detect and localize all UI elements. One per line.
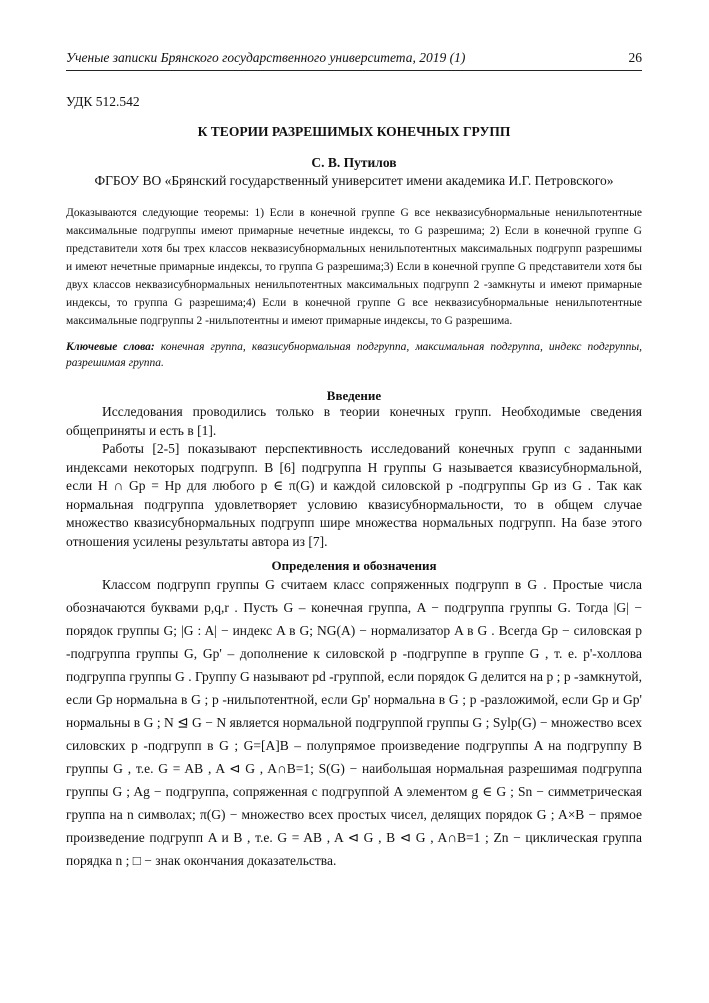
affiliation: ФГБОУ ВО «Брянский государственный университет имени академика И.Г. Петровского» [94,173,614,188]
intro-paragraph-1: Исследования проводились только в теории конечных групп. Необходимые сведения общеприняты и есть в [1]. [66,404,642,438]
intro-text [66,403,642,551]
paper-title: К ТЕОРИИ РАЗРЕШИМЫХ КОНЕЧНЫХ ГРУПП [197,124,511,139]
keywords-label: Ключевые слова: [66,341,155,353]
udk-code: УДК 512.542 [66,94,140,109]
running-header [66,50,642,66]
author-name: С. В. Путилов [311,155,397,170]
journal-title: Ученые записки Брянского государственного университета, 2019 (1) [66,50,466,65]
intro-heading: Введение [326,388,382,403]
abstract: Доказываются следующие теоремы: 1) Если в конечной группе G все неквазисубнормальные ненильпотентные максимальные подгруппы имеют примарные нечетные индексы, то G разрешима; 2) Если в конечной группе G представители хотя бы трех классов неквазисубнормальных ненильпотентных максимальных подгрупп разрешимы и имеют нечетные примарные индексы, то группа G разрешима;3) Если в конечной группе G представители хотя бы двух классов неквазисубнормальных ненильпотентных максимальных подгрупп 2 -замкнуты и имеют примарные индексы, то группа G разрешима;4) Если в конечной группе G все неквазисубнормальные ненильпотентные максимальные подгруппы 2 -нильпотентны и имеют примарные индексы, то G разрешима. [66,207,642,327]
defs-heading: Определения и обозначения [271,558,437,573]
keywords [66,339,642,371]
header-rule [66,70,642,71]
keywords-text: конечная группа, квазисубнормальная подгруппа, максимальная подгруппа, индекс подгруппы, разрешимая группа. [66,341,643,369]
page-number: 26 [628,50,642,65]
defs-paragraph-1: Классом подгрупп группы G считаем класс сопряженных подгрупп в G . Простые числа обозначаются буквами p,q,r . Пусть G – конечная группа, A − подгруппа группы G. Тогда |G| − порядок группы G; |G : A| − индекс A в G; NG(A) − нормализатор A в G . Всегда Gp − силовская p -подгруппа группы G, Gp' – дополнение к силовской p -подгруппе в группе G , т. е. p'-холлова подгруппа группы G . Группу G называют pd -группой, если порядок G делится на p ; p -замкнутой, если Gp нормальна в G ; p -нильпотентной, если Gp' нормальна в G ; p -разложимой, если Gp и Gp' нормальны в G ; N ⊴ G − N является нормальной подгруппой группы G ; Sylp(G) − множество всех силовских p -подгрупп в G ; G=[A]B – полупрямое произведение подгруппы A на подгруппу B группы G , т.е. G = AB , A ⊲ G , A∩B=1; S(G) − наибольшая нормальная разрешимая подгруппа группы G ; Ag − подгруппа, сопряженная с подгруппой A элементом g ∈ G ; Sn − симметрическая группа на n символах; π(G) − множество всех простых чисел, делящих порядок G ; A×B − прямое произведение подгрупп A и B , т.е. G = AB , A ⊲ G , B ⊲ G , A∩B=1 ; Zn − циклическая группа порядка n ; □ − знак окончания доказательства. [66,577,642,868]
intro-paragraph-2: Работы [2-5] показывают перспективность исследований конечных групп с заданными индексами некоторых подгрупп. В [6] подгруппа H группы G называется квазисубнормальной, если H ∩ Gp = Hp для любого p ∈ π(G) и каждой силовской p -подгруппы Gp из G . Так как нормальная подгруппа удовлетворяет условию квазисубнормальности, то в общем случае множество квазисубнормальных подгрупп шире множества нормальных подгрупп. На базе этого отношения усилены результаты автора из [7]. [66,441,642,549]
defs-text [66,573,642,872]
